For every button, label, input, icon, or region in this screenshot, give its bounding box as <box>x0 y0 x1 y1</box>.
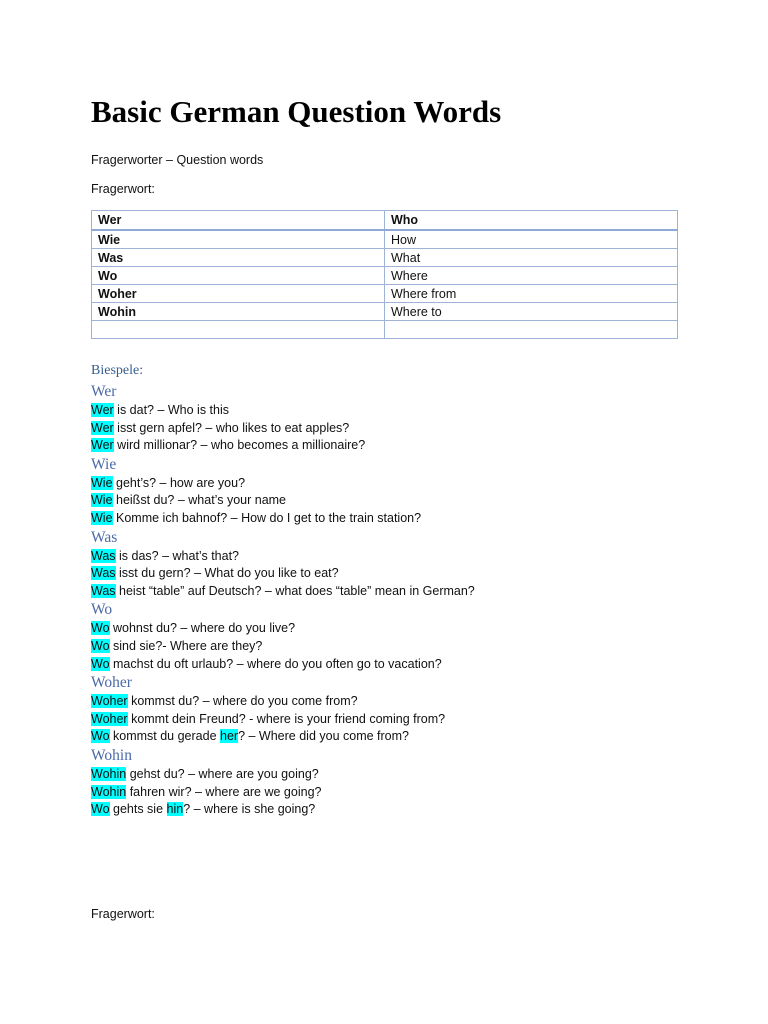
highlighted-word: Wo <box>91 802 110 817</box>
examples-heading: Biespele: <box>91 363 144 378</box>
example-line <box>91 728 681 746</box>
example-line <box>91 437 681 455</box>
example-line <box>91 693 681 711</box>
table-cell-german: Woher <box>92 285 385 303</box>
table-cell-german: Wie <box>92 230 385 249</box>
highlighted-word: Was <box>91 566 116 581</box>
example-line <box>91 656 681 674</box>
highlighted-word: Wo <box>91 656 110 671</box>
example-text: heist “table” auf Deutsch? – what does “table” mean in German? <box>115 583 475 598</box>
highlighted-word: Wie <box>91 475 113 490</box>
highlighted-word: Was <box>91 583 116 598</box>
highlighted-word: Wo <box>91 638 110 653</box>
example-text: is dat? – Who is this <box>113 403 230 417</box>
table-cell-german: Wo <box>92 267 385 285</box>
table-cell-english: How <box>385 230 678 249</box>
example-text: Komme ich bahnof? – How do I get to the train station? <box>112 510 422 525</box>
examples-section <box>91 362 681 819</box>
example-text: geht’s? – how are you? <box>112 475 246 490</box>
table-row <box>92 321 678 339</box>
example-text: is das? – what’s that? <box>115 548 240 563</box>
example-line <box>91 620 681 638</box>
question-words-table <box>91 210 678 339</box>
example-text: gehts sie <box>109 802 167 817</box>
section-heading-wohin: Wohin <box>91 746 132 764</box>
section-heading-wer: Wer <box>91 383 117 400</box>
section-heading-wie: Wie <box>91 455 117 473</box>
table-cell-german <box>92 321 385 339</box>
example-line <box>91 784 681 802</box>
section-heading-was: Was <box>91 528 118 546</box>
table-cell-english <box>385 321 678 339</box>
highlighted-word: Woher <box>91 711 128 726</box>
table-row <box>92 267 678 285</box>
example-text: kommst du? – where do you come from? <box>127 694 358 709</box>
example-line <box>91 801 681 819</box>
table-cell-german: Wohin <box>92 303 385 321</box>
example-line <box>91 402 681 420</box>
example-line <box>91 492 681 510</box>
example-line <box>91 420 681 438</box>
highlighted-word: Wie <box>91 493 113 508</box>
table-header-german: Wer <box>92 211 385 231</box>
highlighted-word: Wohin <box>91 784 127 799</box>
section-heading-woher: Woher <box>91 674 132 692</box>
example-text: kommst du gerade <box>109 729 220 744</box>
table-header-row <box>92 211 678 231</box>
table-cell-english: Where <box>385 267 678 285</box>
table-cell-english: Where to <box>385 303 678 321</box>
highlighted-word: her <box>220 729 239 744</box>
highlighted-word: Was <box>91 548 116 563</box>
table-row <box>92 303 678 321</box>
table-row <box>92 230 678 249</box>
subtitle: Fragerworter – Question words <box>91 153 264 167</box>
highlighted-word: hin <box>166 802 184 817</box>
example-line <box>91 583 681 601</box>
highlighted-word: Wer <box>91 438 114 453</box>
example-text: fahren wir? – where are we going? <box>126 784 322 799</box>
example-line <box>91 638 681 656</box>
example-text: ? – Where did you come from? <box>238 729 409 744</box>
example-text: ? – where is she going? <box>183 802 316 817</box>
table-row <box>92 249 678 267</box>
example-text: kommt dein Freund? - where is your friend coming from? <box>127 711 446 726</box>
table-cell-english: What <box>385 249 678 267</box>
example-text: sind sie?- Where are they? <box>109 638 263 653</box>
highlighted-word: Wer <box>91 403 114 417</box>
example-text: isst du gern? – What do you like to eat? <box>115 566 339 581</box>
highlighted-word: Wie <box>91 510 113 525</box>
table-row <box>92 285 678 303</box>
example-line <box>91 565 681 583</box>
example-line <box>91 548 681 566</box>
section-heading-wo: Wo <box>91 601 113 619</box>
example-text: wohnst du? – where do you live? <box>109 621 296 636</box>
example-text: heißst du? – what’s your name <box>112 493 287 508</box>
example-text: gehst du? – where are you going? <box>126 766 319 781</box>
highlighted-word: Wo <box>91 729 110 744</box>
highlighted-word: Wo <box>91 621 110 636</box>
example-line <box>91 475 681 493</box>
example-text: wird millionar? – who becomes a millionaire? <box>113 438 366 453</box>
highlighted-word: Wohin <box>91 766 127 781</box>
example-text: machst du oft urlaub? – where do you often go to vacation? <box>109 656 442 671</box>
page-title: Basic German Question Words <box>91 94 502 129</box>
fragerwort-label-top: Fragerwort: <box>91 182 155 196</box>
example-text: isst gern apfel? – who likes to eat apples? <box>113 420 350 435</box>
example-line <box>91 711 681 729</box>
table-header-english: Who <box>385 211 678 231</box>
example-line <box>91 510 681 528</box>
table-cell-english: Where from <box>385 285 678 303</box>
fragerwort-label-bottom: Fragerwort: <box>91 907 155 921</box>
table-cell-german: Was <box>92 249 385 267</box>
highlighted-word: Woher <box>91 694 128 709</box>
example-line <box>91 766 681 784</box>
highlighted-word: Wer <box>91 420 114 435</box>
